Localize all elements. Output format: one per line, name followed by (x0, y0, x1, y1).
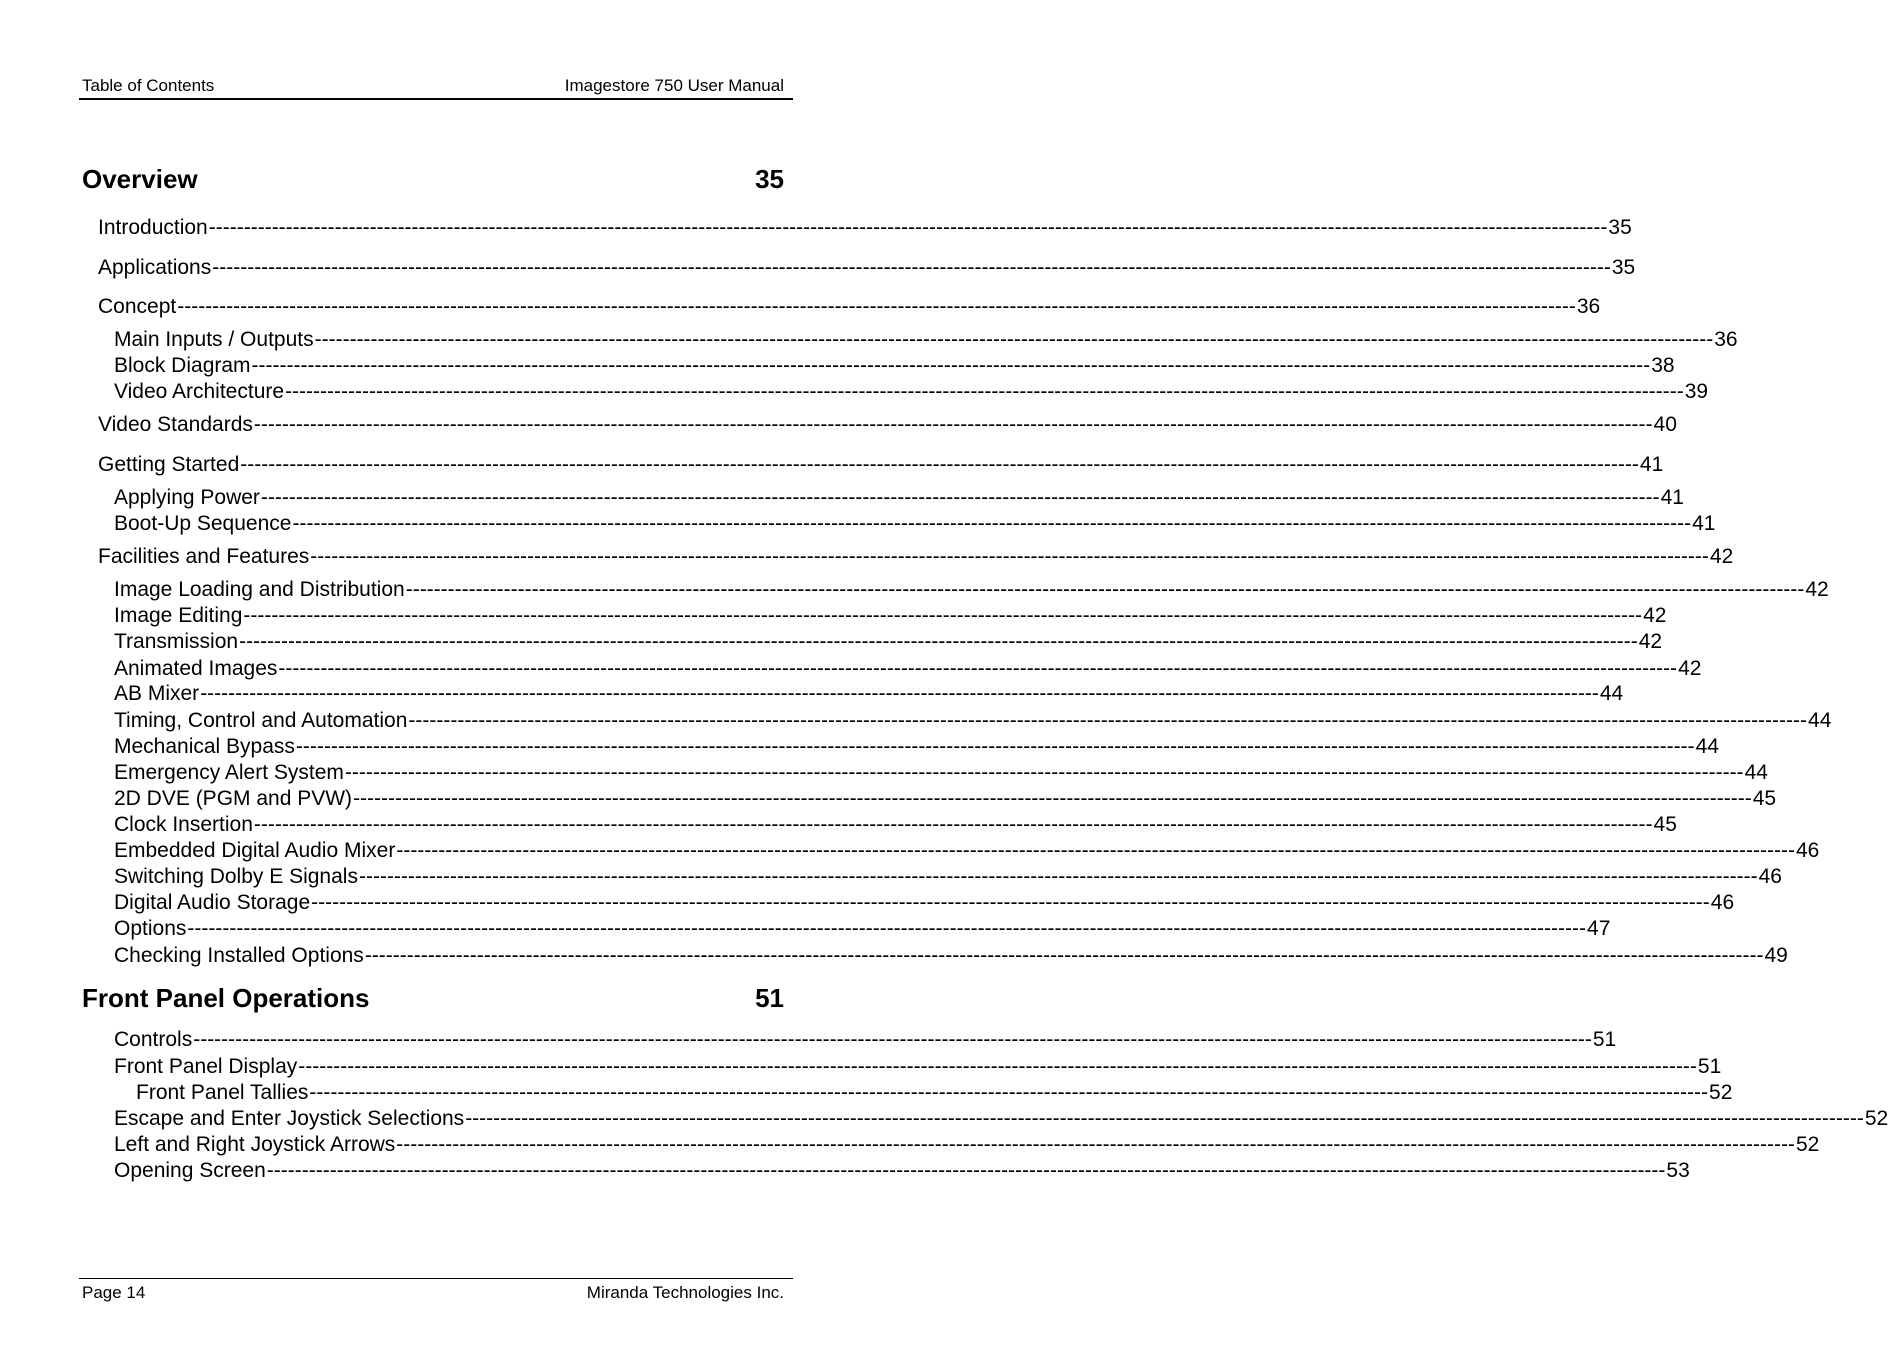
dot-leader: -------------------------------------------------------------------------------------------------------------------------------------------------------------------------------------------------------- (298, 1055, 1697, 1078)
toc-entry-page: 51 (1592, 1028, 1617, 1051)
toc-entry-title: 2D DVE (PGM and PVW) (114, 787, 353, 810)
toc-entry[interactable] (114, 630, 1663, 654)
chapter-title: Front Panel Operations (82, 983, 370, 1013)
toc-entry-title: Applying Power (114, 486, 260, 509)
toc-entry-title: Switching Dolby E Signals (114, 865, 358, 888)
toc-entry-page: 44 (1695, 735, 1719, 758)
toc-entry-page: 36 (1576, 295, 1601, 318)
dot-leader: -------------------------------------------------------------------------------------------------------------------------------------------------------------------------------------------------------- (251, 354, 1651, 377)
toc-entry[interactable] (98, 216, 1632, 240)
dot-leader: -------------------------------------------------------------------------------------------------------------------------------------------------------------------------------------------------------- (208, 216, 1608, 239)
dot-leader: -------------------------------------------------------------------------------------------------------------------------------------------------------------------------------------------------------- (295, 735, 1695, 758)
dot-leader: -------------------------------------------------------------------------------------------------------------------------------------------------------------------------------------------------------- (243, 604, 1643, 627)
dot-leader: -------------------------------------------------------------------------------------------------------------------------------------------------------------------------------------------------------- (358, 865, 1758, 888)
toc-entry-page: 42 (1643, 604, 1667, 627)
chapter-page: 35 (755, 164, 784, 194)
toc-entry-title: Animated Images (114, 657, 278, 680)
chapter-page: 51 (755, 983, 784, 1013)
toc-entry-title: Left and Right Joystick Arrows (114, 1133, 396, 1156)
toc-entry[interactable] (114, 839, 1820, 863)
toc-entry-page: 40 (1653, 413, 1677, 436)
dot-leader: -------------------------------------------------------------------------------------------------------------------------------------------------------------------------------------------------------- (285, 380, 1684, 403)
toc-entry-title: Clock Insertion (114, 813, 253, 836)
dot-leader: -------------------------------------------------------------------------------------------------------------------------------------------------------------------------------------------------------- (253, 413, 1653, 436)
toc-entry-page: 44 (1744, 761, 1768, 784)
toc-entry[interactable] (114, 486, 1684, 510)
footer-company: Miranda Technologies Inc. (586, 1283, 784, 1302)
dot-leader: -------------------------------------------------------------------------------------------------------------------------------------------------------------------------------------------------------- (200, 682, 1599, 705)
toc-chapter-overview[interactable] (82, 164, 784, 194)
toc-entry-title: Digital Audio Storage (114, 891, 311, 914)
dot-leader: -------------------------------------------------------------------------------------------------------------------------------------------------------------------------------------------------------- (465, 1107, 1864, 1130)
toc-entry-page: 35 (1611, 256, 1636, 279)
dot-leader: -------------------------------------------------------------------------------------------------------------------------------------------------------------------------------------------------------- (177, 295, 1576, 318)
dot-leader: -------------------------------------------------------------------------------------------------------------------------------------------------------------------------------------------------------- (212, 256, 1611, 279)
toc-entry-title: Timing, Control and Automation (114, 709, 408, 732)
footer-rule (79, 1278, 793, 1279)
dot-leader: -------------------------------------------------------------------------------------------------------------------------------------------------------------------------------------------------------- (193, 1028, 1592, 1051)
toc-entry-title: Applications (98, 256, 212, 279)
toc-entry[interactable] (114, 380, 1709, 404)
toc-entry-title: Embedded Digital Audio Mixer (114, 839, 396, 862)
toc-entry[interactable] (136, 1081, 1733, 1105)
toc-entry-page: 52 (1795, 1133, 1820, 1156)
dot-leader: -------------------------------------------------------------------------------------------------------------------------------------------------------------------------------------------------------- (278, 657, 1678, 680)
toc-entry-page: 39 (1684, 380, 1709, 403)
toc-entry-page: 42 (1678, 657, 1702, 680)
dot-leader: -------------------------------------------------------------------------------------------------------------------------------------------------------------------------------------------------------- (405, 578, 1805, 601)
toc-entry[interactable] (98, 413, 1677, 437)
toc-entry-title: Introduction (98, 216, 208, 239)
toc-entry-page: 41 (1660, 486, 1684, 509)
toc-entry[interactable] (114, 1028, 1617, 1052)
toc-entry-title: Transmission (114, 630, 239, 653)
toc-entry-title: Block Diagram (114, 354, 251, 377)
toc-entry-page: 41 (1692, 512, 1716, 535)
toc-entry-title: Getting Started (98, 453, 240, 476)
toc-entry-title: AB Mixer (114, 682, 200, 705)
toc-entry[interactable] (114, 709, 1832, 733)
toc-entry-title: Emergency Alert System (114, 761, 344, 784)
toc-entry-page: 36 (1714, 328, 1738, 351)
toc-entry-title: Boot-Up Sequence (114, 512, 292, 535)
dot-leader: -------------------------------------------------------------------------------------------------------------------------------------------------------------------------------------------------------- (311, 891, 1710, 914)
toc-entry[interactable] (114, 761, 1768, 785)
toc-entry-page: 45 (1653, 813, 1677, 836)
toc-entry[interactable] (114, 813, 1677, 837)
footer-page-number: Page 14 (82, 1283, 146, 1302)
toc-entry-title: Checking Installed Options (114, 944, 364, 967)
toc-entry[interactable] (114, 657, 1702, 681)
toc-entry[interactable] (114, 328, 1738, 352)
toc-entry-page: 38 (1651, 354, 1675, 377)
dot-leader: -------------------------------------------------------------------------------------------------------------------------------------------------------------------------------------------------------- (240, 453, 1639, 476)
toc-entry[interactable] (114, 1055, 1722, 1079)
toc-entry-title: Image Loading and Distribution (114, 578, 405, 601)
toc-entry-page: 44 (1808, 709, 1832, 732)
toc-entry-page: 41 (1639, 453, 1664, 476)
dot-leader: -------------------------------------------------------------------------------------------------------------------------------------------------------------------------------------------------------- (187, 917, 1587, 940)
toc-entry-page: 47 (1587, 917, 1611, 940)
toc-entry-title: Main Inputs / Outputs (114, 328, 314, 351)
toc-entry-page: 46 (1758, 865, 1782, 888)
toc-entry-page: 35 (1608, 216, 1632, 239)
toc-entry-page: 46 (1710, 891, 1735, 914)
toc-entry-title: Escape and Enter Joystick Selections (114, 1107, 465, 1130)
toc-entry[interactable] (114, 865, 1782, 889)
header-manual-title: Imagestore 750 User Manual (564, 76, 784, 95)
toc-entry[interactable] (114, 891, 1735, 915)
toc-entry-page: 44 (1599, 682, 1624, 705)
toc-entry[interactable] (114, 604, 1667, 628)
dot-leader: -------------------------------------------------------------------------------------------------------------------------------------------------------------------------------------------------------- (253, 813, 1653, 836)
toc-entry-title: Options (114, 917, 187, 940)
dot-leader: -------------------------------------------------------------------------------------------------------------------------------------------------------------------------------------------------------- (309, 1081, 1709, 1104)
toc-entry[interactable] (98, 545, 1734, 569)
toc-entry[interactable] (98, 453, 1664, 477)
toc-entry-page: 42 (1709, 545, 1734, 568)
toc-entry[interactable] (114, 682, 1624, 706)
toc-entry-title: Mechanical Bypass (114, 735, 295, 758)
toc-entry[interactable] (114, 578, 1829, 602)
dot-leader: -------------------------------------------------------------------------------------------------------------------------------------------------------------------------------------------------------- (314, 328, 1714, 351)
toc-entry-page: 46 (1795, 839, 1820, 862)
dot-leader: -------------------------------------------------------------------------------------------------------------------------------------------------------------------------------------------------------- (364, 944, 1764, 967)
toc-entry-title: Controls (114, 1028, 193, 1051)
toc-entry-page: 49 (1764, 944, 1788, 967)
toc-entry-title: Video Architecture (114, 380, 285, 403)
dot-leader: -------------------------------------------------------------------------------------------------------------------------------------------------------------------------------------------------------- (260, 486, 1660, 509)
toc-entry-title: Video Standards (98, 413, 253, 436)
toc-entry-title: Concept (98, 295, 177, 318)
toc-entry[interactable] (114, 512, 1716, 536)
chapter-title: Overview (82, 164, 198, 194)
toc-entry[interactable] (114, 787, 1777, 811)
toc-entry[interactable] (98, 256, 1636, 280)
toc-entry[interactable] (114, 944, 1788, 968)
dot-leader: -------------------------------------------------------------------------------------------------------------------------------------------------------------------------------------------------------- (396, 1133, 1795, 1156)
toc-entry-title: Front Panel Tallies (136, 1081, 309, 1104)
toc-entry-title: Facilities and Features (98, 545, 310, 568)
toc-entry[interactable] (114, 917, 1611, 941)
toc-entry-page: 52 (1709, 1081, 1733, 1104)
toc-entry[interactable] (114, 354, 1675, 378)
toc-entry-title: Opening Screen (114, 1159, 266, 1182)
toc-entry[interactable] (98, 295, 1601, 319)
toc-entry[interactable] (114, 1159, 1690, 1183)
toc-entry-page: 52 (1864, 1107, 1888, 1130)
toc-entry-page: 53 (1666, 1159, 1690, 1182)
toc-entry-page: 42 (1805, 578, 1829, 601)
dot-leader: -------------------------------------------------------------------------------------------------------------------------------------------------------------------------------------------------------- (344, 761, 1744, 784)
toc-chapter-front-panel-operations[interactable] (82, 983, 784, 1013)
toc-entry[interactable] (114, 735, 1719, 759)
dot-leader: -------------------------------------------------------------------------------------------------------------------------------------------------------------------------------------------------------- (239, 630, 1638, 653)
toc-entry-title: Front Panel Display (114, 1055, 298, 1078)
header-section-title: Table of Contents (82, 76, 215, 95)
toc-entry[interactable] (114, 1133, 1820, 1157)
dot-leader: -------------------------------------------------------------------------------------------------------------------------------------------------------------------------------------------------------- (266, 1159, 1666, 1182)
toc-entry-page: 51 (1697, 1055, 1722, 1078)
dot-leader: -------------------------------------------------------------------------------------------------------------------------------------------------------------------------------------------------------- (396, 839, 1795, 862)
dot-leader: -------------------------------------------------------------------------------------------------------------------------------------------------------------------------------------------------------- (408, 709, 1808, 732)
toc-entry-page: 42 (1638, 630, 1663, 653)
dot-leader: -------------------------------------------------------------------------------------------------------------------------------------------------------------------------------------------------------- (292, 512, 1692, 535)
header-rule (79, 98, 793, 100)
toc-entry[interactable] (114, 1107, 1888, 1131)
toc-entry-page: 45 (1752, 787, 1777, 810)
dot-leader: -------------------------------------------------------------------------------------------------------------------------------------------------------------------------------------------------------- (310, 545, 1709, 568)
toc-entry-title: Image Editing (114, 604, 243, 627)
dot-leader: -------------------------------------------------------------------------------------------------------------------------------------------------------------------------------------------------------- (353, 787, 1752, 810)
